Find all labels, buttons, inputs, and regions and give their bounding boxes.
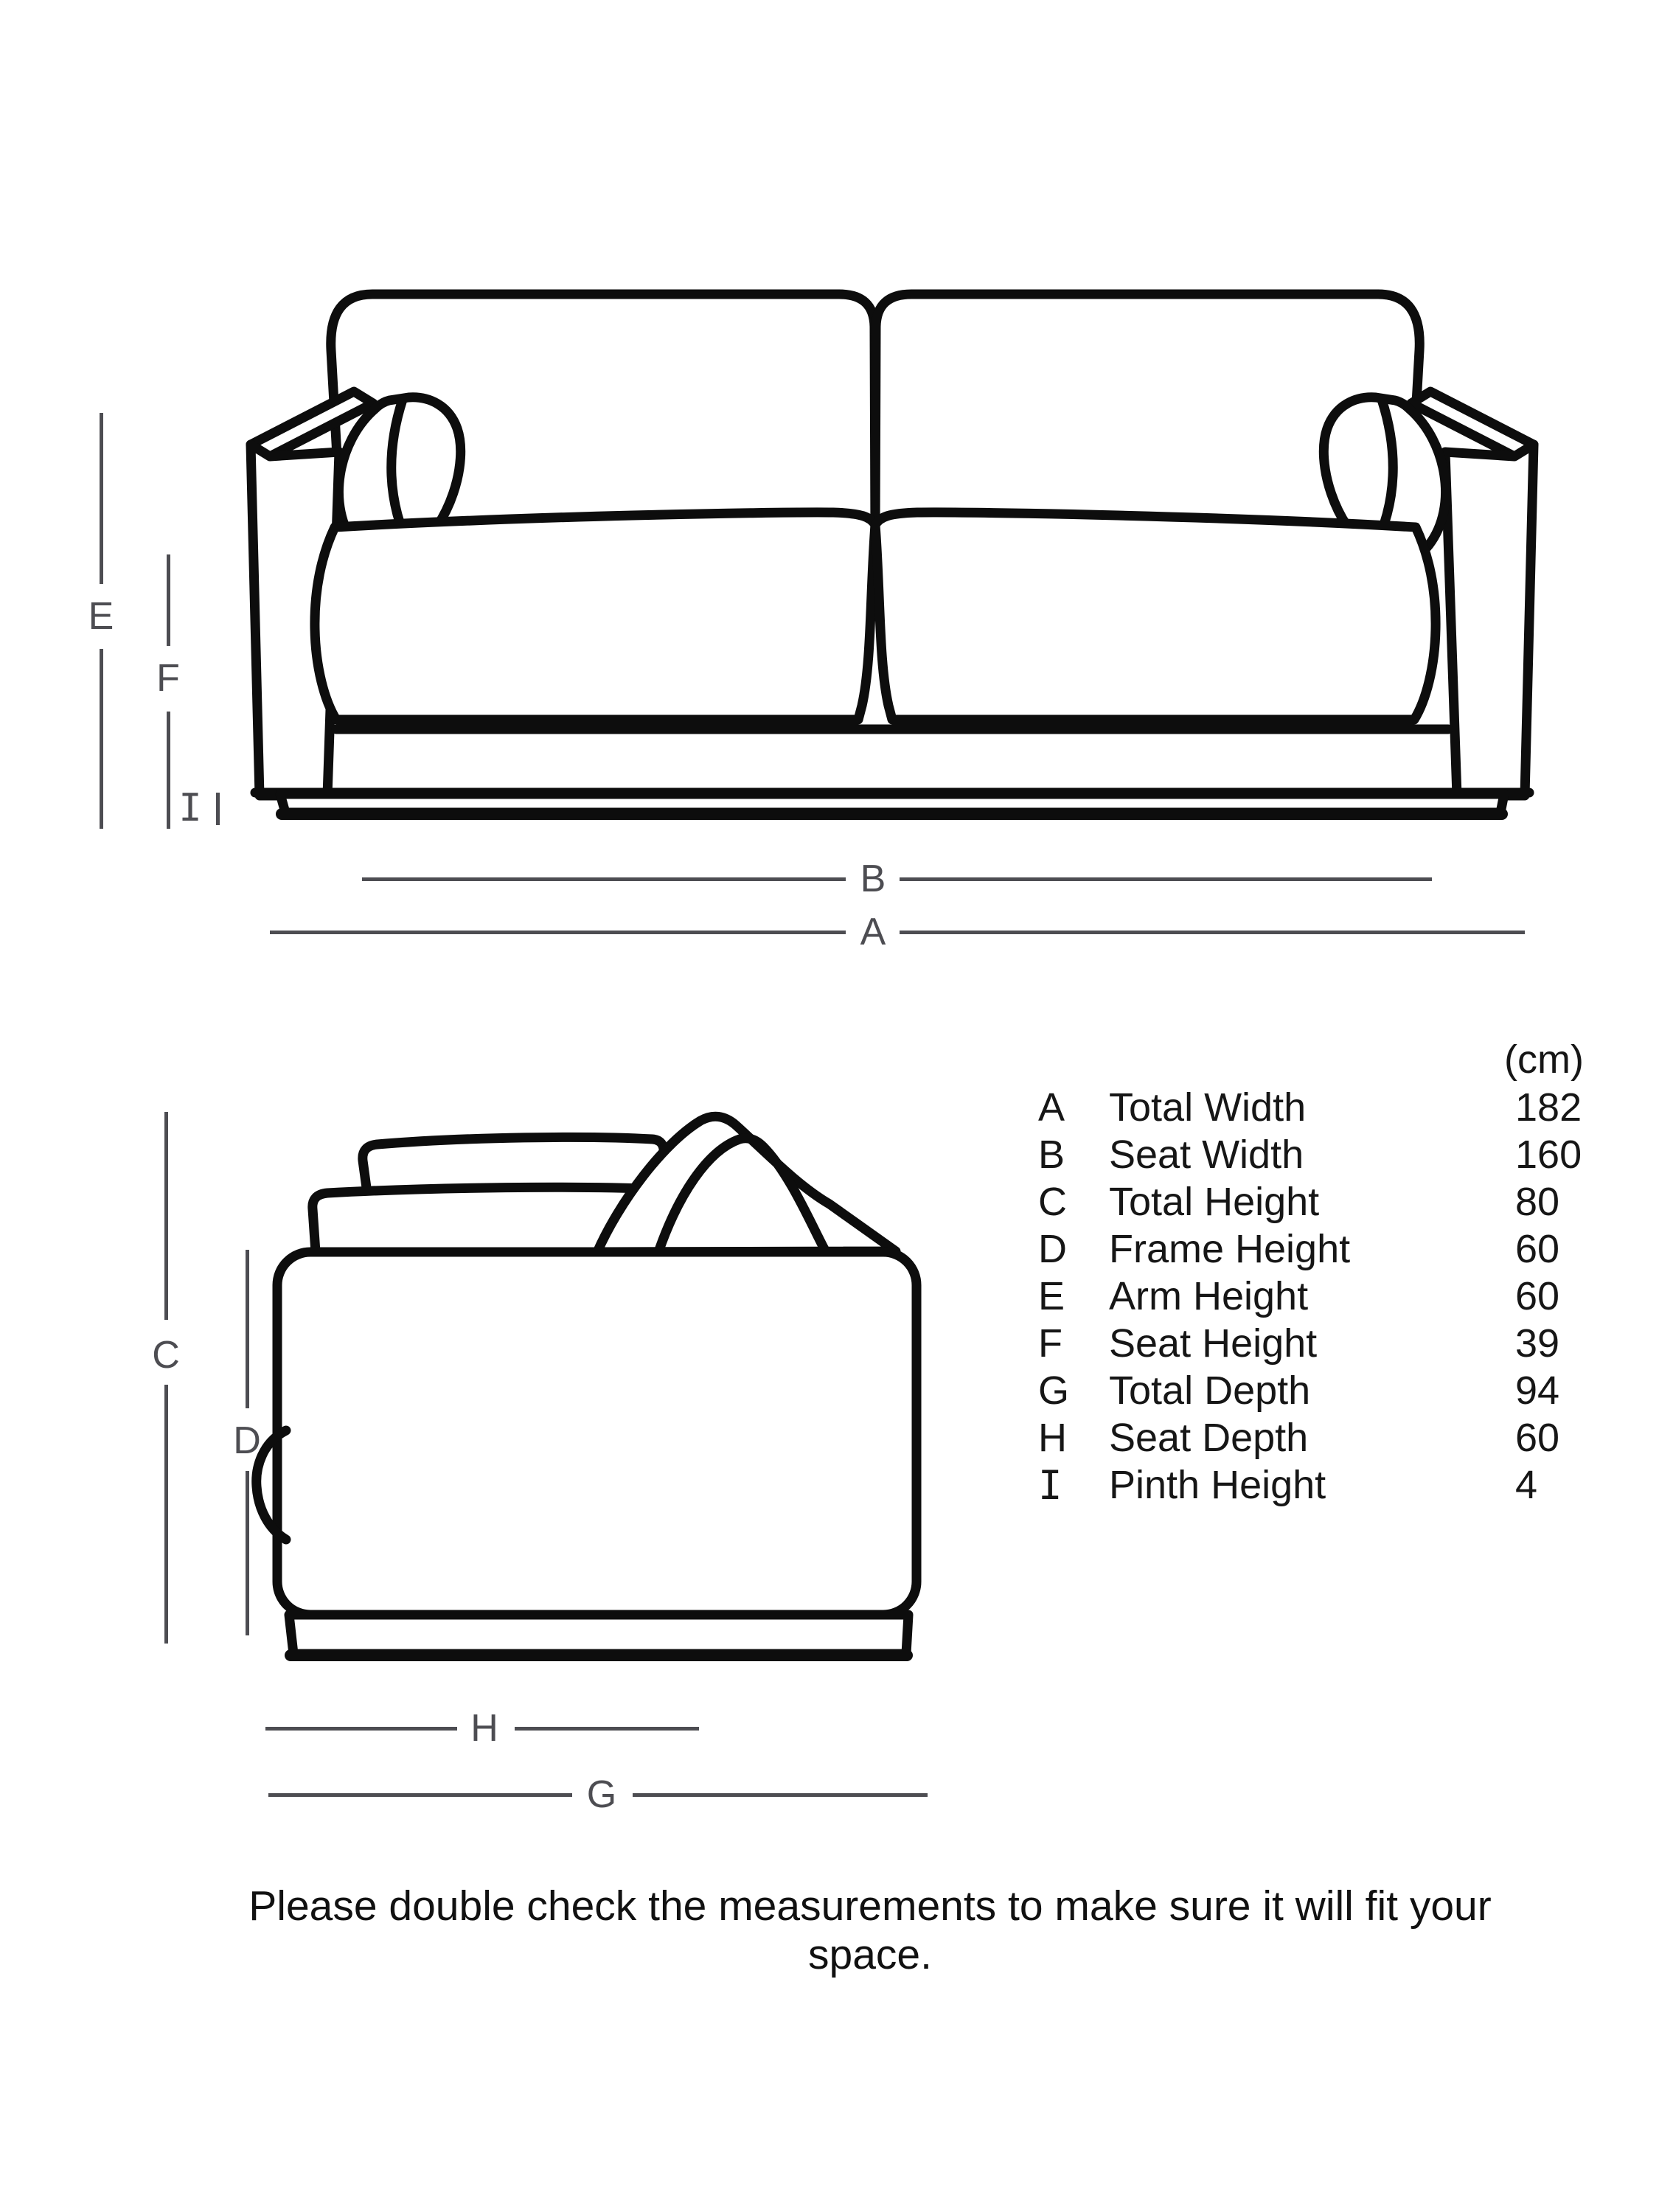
row-value: 4 — [1515, 1463, 1538, 1507]
dim-line-A-right — [900, 931, 1525, 934]
dim-label-I: I — [178, 786, 202, 830]
dim-line-E-upper — [100, 413, 103, 584]
table-unit-header: (cm) — [1504, 1037, 1584, 1082]
row-letter: B — [1038, 1133, 1065, 1177]
sofa-side-view-drawing — [251, 1084, 959, 1674]
row-name: Arm Height — [1109, 1274, 1309, 1318]
dim-line-E-lower — [100, 649, 103, 829]
dim-line-A-left — [270, 931, 846, 934]
table-row — [1038, 1461, 1584, 1509]
side-plinth — [289, 1615, 908, 1654]
dim-line-D-upper — [246, 1250, 249, 1408]
row-name: Total Depth — [1109, 1368, 1311, 1413]
row-value: 60 — [1515, 1416, 1560, 1460]
row-value: 60 — [1515, 1227, 1560, 1271]
dim-label-F: F — [156, 657, 180, 700]
row-name: Frame Height — [1109, 1227, 1351, 1271]
dim-label-D: D — [233, 1419, 261, 1462]
dim-label-A: A — [860, 911, 886, 953]
front-right-arm-face — [1445, 445, 1534, 796]
row-letter: F — [1038, 1321, 1062, 1366]
row-letter: I — [1038, 1461, 1062, 1509]
row-letter: E — [1038, 1274, 1065, 1318]
row-letter: H — [1038, 1416, 1067, 1460]
dim-line-B-left — [362, 877, 846, 881]
dim-line-H-right — [515, 1727, 699, 1731]
dim-label-G: G — [586, 1773, 617, 1816]
dim-line-C-upper — [164, 1112, 168, 1320]
row-name: Seat Height — [1109, 1321, 1318, 1366]
front-seat-cushion-right — [875, 512, 1436, 720]
dim-label-C: C — [152, 1334, 180, 1377]
row-name: Total Height — [1109, 1180, 1320, 1224]
row-value: 60 — [1515, 1274, 1560, 1318]
measurements-table — [1038, 1084, 1584, 1509]
side-body-frame — [277, 1252, 917, 1615]
row-name: Total Width — [1109, 1085, 1307, 1130]
row-value: 94 — [1515, 1368, 1560, 1413]
table-row — [1038, 1273, 1584, 1320]
table-row — [1038, 1367, 1584, 1414]
row-letter: G — [1038, 1368, 1070, 1413]
row-letter: A — [1038, 1085, 1065, 1130]
table-row — [1038, 1414, 1584, 1461]
row-value: 39 — [1515, 1321, 1560, 1366]
table-row — [1038, 1131, 1584, 1178]
dim-line-B-right — [900, 877, 1432, 881]
dim-line-G-left — [268, 1793, 572, 1797]
front-seat-cushion-left — [315, 512, 875, 720]
row-name: Seat Width — [1109, 1133, 1304, 1177]
measurement-note: Please double check the measurements to make sure it will fit your space. — [248, 1882, 1492, 1978]
dim-label-B: B — [860, 858, 886, 900]
dim-tick-I — [216, 793, 220, 825]
row-name: Seat Depth — [1109, 1416, 1309, 1460]
row-letter: C — [1038, 1180, 1067, 1224]
dim-line-D-lower — [246, 1471, 249, 1635]
row-value: 160 — [1515, 1133, 1582, 1177]
table-row — [1038, 1084, 1584, 1131]
row-letter: D — [1038, 1227, 1067, 1271]
dim-line-G-right — [633, 1793, 928, 1797]
dim-line-F-upper — [167, 554, 170, 646]
row-value: 182 — [1515, 1085, 1582, 1130]
row-name: Pinth Height — [1109, 1463, 1326, 1507]
dim-label-E: E — [88, 595, 114, 638]
row-value: 80 — [1515, 1180, 1560, 1224]
dim-line-C-lower — [164, 1385, 168, 1644]
table-row — [1038, 1178, 1584, 1225]
dim-line-H-left — [265, 1727, 457, 1731]
dim-label-H: H — [470, 1707, 498, 1750]
table-row — [1038, 1320, 1584, 1367]
sofa-front-view-drawing — [243, 284, 1541, 859]
table-row — [1038, 1225, 1584, 1273]
